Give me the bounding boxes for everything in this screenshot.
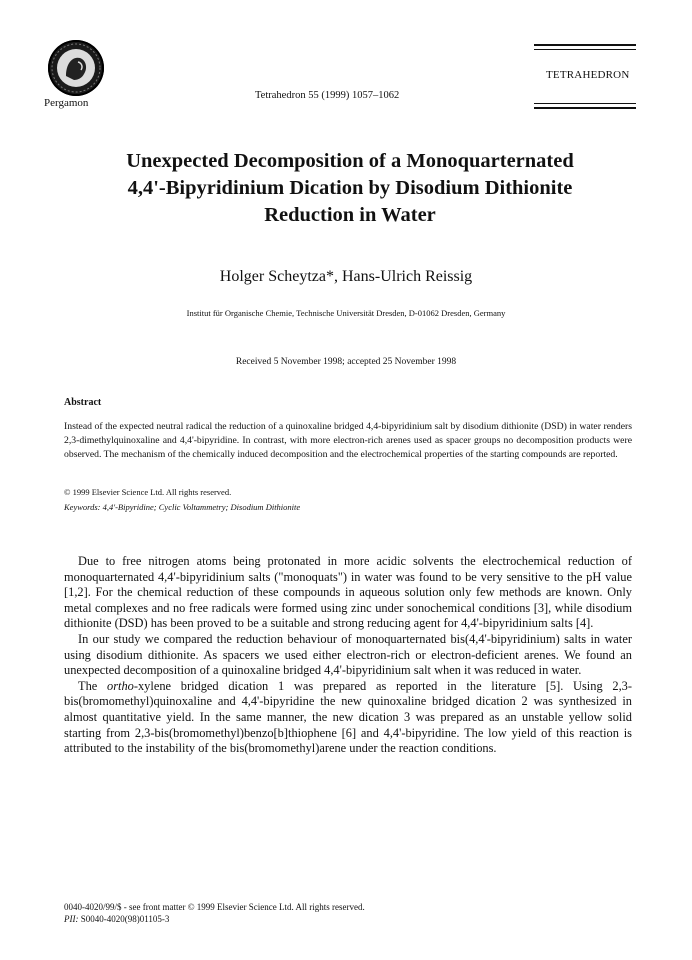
body-paragraph: Due to free nitrogen atoms being protonated in more acidic solvents the electrochemical reduction of monoquarternated 4,4'-bipyridinium salts ("monoquats") in water was found to be very sensitive to the pH value [1,2]. For the chemical reduction of these compounds in aqueous solution only few methods are known. Only metal complexes and no free radicals were formed using zinc under sonochemical conditions [3], while disodium dithionite (DSD) has been proved to be a suitable and strong reducing agent for 4,4'-bipyridinium salts [4]. [64, 554, 632, 631]
publisher-seal-icon [48, 40, 104, 96]
pii-value: S0040-4020(98)01105-3 [78, 914, 170, 924]
header-rule-top [534, 44, 636, 46]
abstract-text: Instead of the expected neutral radical the reduction of a quinoxaline bridged 4,4-bipyridinium salt by disodium dithionite (DSD) in water renders 2,3-dimethylquinoxaline and 4,4'-bipyridine. In contrast, with more electron-rich arenes used as spacer groups no decomposition products were observed. The mechanism of the chemically induced decomposition and the electrochemical properties of the starting compounds are reported. [64, 421, 632, 460]
journal-name: TETRAHEDRON [546, 69, 630, 81]
emphasis: ortho [107, 678, 134, 693]
keywords: Keywords: 4,4'-Bipyridine; Cyclic Voltammetry; Disodium Dithionite [64, 502, 301, 512]
article-title [80, 148, 620, 229]
header-rule-bottom-thin [534, 103, 636, 104]
abstract-heading: Abstract [64, 397, 102, 408]
abstract-copyright: © 1999 Elsevier Science Ltd. All rights reserved. [64, 487, 232, 497]
affiliation: Institut für Organische Chemie, Technische Universität Dresden, D-01062 Dresden, Germany [186, 308, 506, 318]
body-paragraph: In our study we compared the reduction behaviour of monoquarternated bis(4,4'-bipyridinium) salts in water using disodium dithionite. As spacers we used either electron-rich or electron-deficient arenes. We found an unexpected decomposition of a quinoxaline bridged 4,4'-bipyridinium salt when it was reduced in water. [64, 631, 632, 678]
pii-label: PII: [64, 914, 79, 924]
body-text [64, 554, 632, 757]
header-rule-bottom [534, 107, 636, 109]
header-rule-top-thin [534, 49, 636, 50]
publisher-logo [48, 40, 104, 96]
journal-reference: Tetrahedron 55 (1999) 1057–1062 [255, 90, 400, 101]
footer-pii [64, 914, 169, 924]
paragraph-prefix: The [78, 678, 107, 693]
received-dates: Received 5 November 1998; accepted 25 November 1998 [235, 357, 457, 367]
title-line: 4,4'-Bipyridinium Dication by Disodium Dithionite [127, 177, 573, 199]
paragraph-rest: -xylene bridged dication 1 was prepared as reported in the literature [5]. Using 2,3-bis(bromomethyl)quinoxaline and 4,4'-bipyridine the new quinoxaline bridged dication 2 was synthesized in almost quantitative yield. In the same manner, the new dication 3 was prepared as an unstable yellow solid starting from 2,3-bis(bromomethyl)benzo[b]thiophene [6] and 4,4'-bipyridine. The low yield of this reaction is attributed to the instability of the bis(bromomethyl)arene under the reaction conditions. [64, 678, 632, 756]
footer-copyright: 0040-4020/99/$ - see front matter © 1999 Elsevier Science Ltd. All rights reserved. [64, 902, 365, 912]
authors: Holger Scheytza*, Hans-Ulrich Reissig [219, 268, 473, 285]
title-line: Unexpected Decomposition of a Monoquarternated [126, 150, 574, 172]
body-paragraph [64, 679, 632, 757]
publisher-name: Pergamon [44, 97, 89, 109]
title-line: Reduction in Water [264, 204, 436, 226]
